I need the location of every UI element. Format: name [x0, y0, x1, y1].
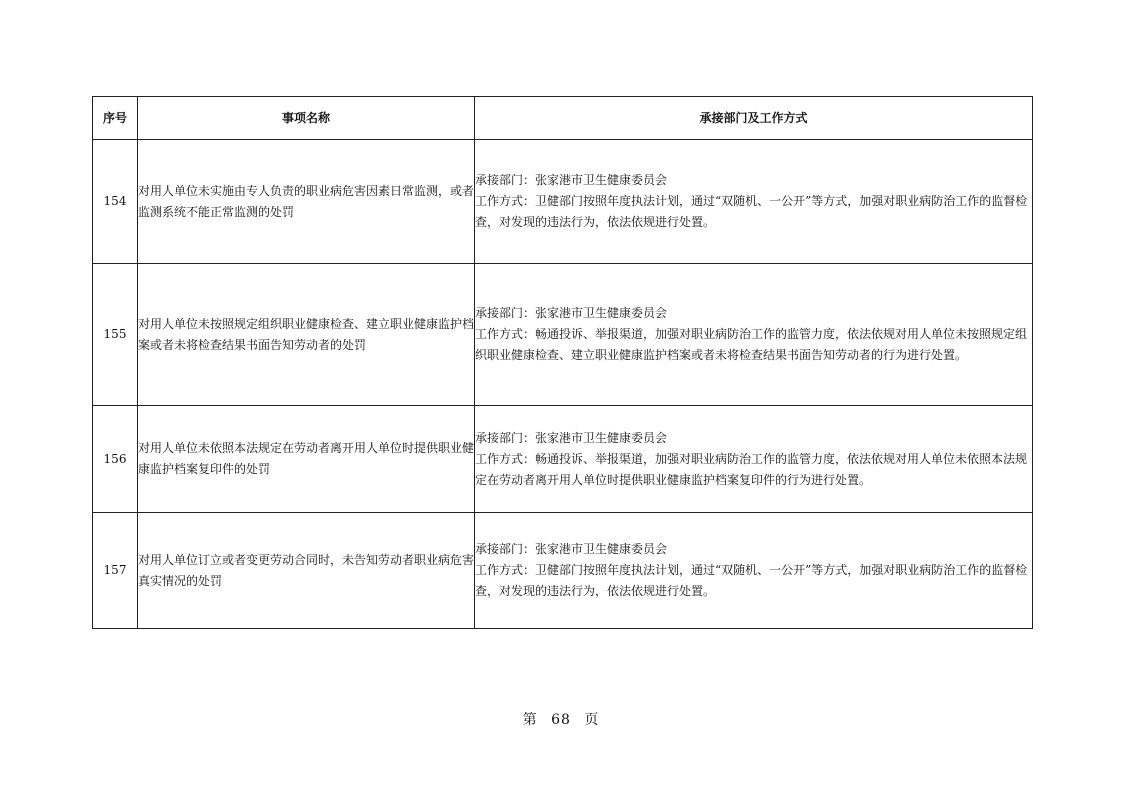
- page-number: 68: [551, 712, 571, 728]
- work-method-line: 工作方式：畅通投诉、举报渠道，加强对职业病防治工作的监管力度，依法依规对用人单位未依照本法规定在劳动者离开用人单位时提供职业健康监护档案复印件的行为进行处置。: [475, 451, 1028, 487]
- row-serial-number: 154: [93, 140, 138, 264]
- row-matter-name: 对用人单位订立或者变更劳动合同时，未告知劳动者职业病危害真实情况的处罚: [138, 513, 475, 629]
- work-method-line: 工作方式：畅通投诉、举报渠道，加强对职业病防治工作的监管力度，依法依规对用人单位未按照规定组织职业健康检查、建立职业健康监护档案或者未将检查结果书面告知劳动者的行为进行处置。: [475, 327, 1028, 362]
- header-serial-number: 序号: [93, 97, 138, 140]
- row-department-method: [475, 140, 1033, 264]
- row-department-method: [475, 513, 1033, 629]
- row-department-method: [475, 406, 1033, 513]
- row-department-method: [475, 264, 1033, 406]
- table-header-row: [93, 97, 1033, 140]
- row-matter-name: 对用人单位未实施由专人负责的职业病危害因素日常监测，或者监测系统不能正常监测的处罚: [138, 140, 475, 264]
- table-row: [93, 513, 1033, 629]
- row-serial-number: 157: [93, 513, 138, 629]
- department-line: 承接部门：张家港市卫生健康委员会: [475, 306, 668, 320]
- page-prefix: 第: [522, 712, 538, 728]
- matters-table: [92, 96, 1033, 629]
- row-serial-number: 155: [93, 264, 138, 406]
- department-line: 承接部门：张家港市卫生健康委员会: [475, 430, 668, 445]
- header-department-method: 承接部门及工作方式: [475, 97, 1033, 140]
- row-matter-name: 对用人单位未依照本法规定在劳动者离开用人单位时提供职业健康监护档案复印件的处罚: [138, 406, 475, 513]
- page-suffix: 页: [584, 712, 600, 728]
- page-footer: [0, 709, 1122, 729]
- work-method-line: 工作方式：卫健部门按照年度执法计划，通过“双随机、一公开”等方式，加强对职业病防治工作的监督检查，对发现的违法行为，依法依规进行处置。: [475, 563, 1028, 598]
- department-line: 承接部门：张家港市卫生健康委员会: [475, 173, 668, 187]
- department-line: 承接部门：张家港市卫生健康委员会: [475, 542, 668, 556]
- header-matter-name: 事项名称: [138, 97, 475, 140]
- row-matter-name: 对用人单位未按照规定组织职业健康检查、建立职业健康监护档案或者未将检查结果书面告知劳动者的处罚: [138, 264, 475, 406]
- work-method-line: 工作方式：卫健部门按照年度执法计划，通过“双随机、一公开”等方式，加强对职业病防治工作的监督检查，对发现的违法行为，依法依规进行处置。: [475, 194, 1028, 229]
- table-row: [93, 264, 1033, 406]
- row-serial-number: 156: [93, 406, 138, 513]
- table-row: [93, 406, 1033, 513]
- table-row: [93, 140, 1033, 264]
